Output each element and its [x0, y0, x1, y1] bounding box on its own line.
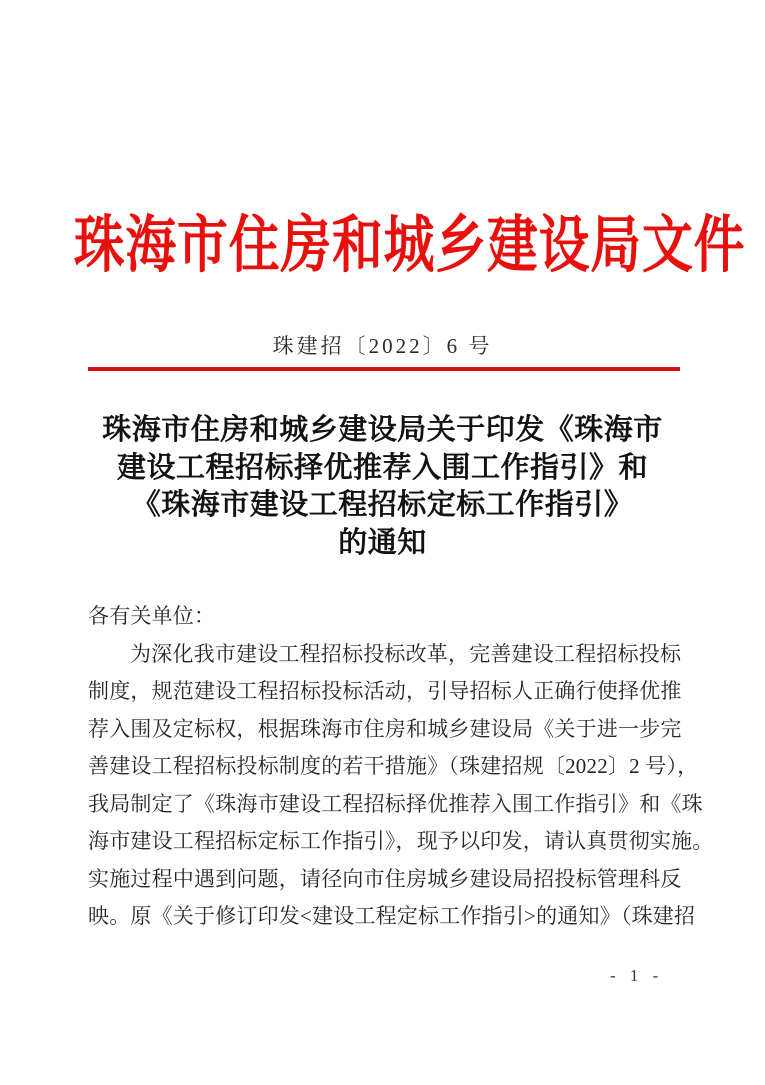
red-divider-line [88, 367, 680, 371]
letterhead-title [0, 206, 765, 286]
body-line: 制度，规范建设工程招标投标活动，引导招标人正确行使择优推 [88, 679, 682, 703]
notice-title-line: 建设工程招标择优推荐入围工作指引》和 [116, 451, 648, 484]
body-line: 实施过程中遇到问题，请径向市住房城乡建设局招投标管理科反 [88, 866, 682, 891]
letterhead-title-text: 珠海市住房和城乡建设局文件 [73, 212, 746, 280]
body-line: 善建设工程招标投标制度的若干措施》（珠建招规〔2022〕2 号）， [88, 754, 699, 778]
notice-body [88, 598, 714, 936]
body-line: 映。原《关于修订印发<建设工程定标工作指引>的通知》（珠建招 [88, 904, 696, 928]
notice-title-line: 珠海市住房和城乡建设局关于印发《珠海市 [102, 414, 663, 446]
notice-title-line: 的通知 [338, 526, 427, 559]
notice-title [0, 412, 765, 562]
body-line: 海市建设工程招标定标工作指引》，现予以印发，请认真贯彻实施。 [88, 829, 714, 853]
notice-title-line: 《珠海市建设工程招标定标工作指引》 [131, 489, 634, 521]
body-line: 为深化我市建设工程招标投标改革，完善建设工程招标投标 [130, 641, 682, 666]
salutation-line: 各有关单位： [88, 604, 216, 628]
document-reference-number: 珠建招〔2022〕6 号 [272, 334, 493, 358]
body-line: 荐入围及定标权，根据珠海市住房和城乡建设局《关于进一步完 [88, 716, 682, 741]
page-number: - 1 - [610, 966, 664, 985]
body-line: 我局制定了《珠海市建设工程招标择优推荐入围工作指引》和《珠 [88, 791, 703, 816]
